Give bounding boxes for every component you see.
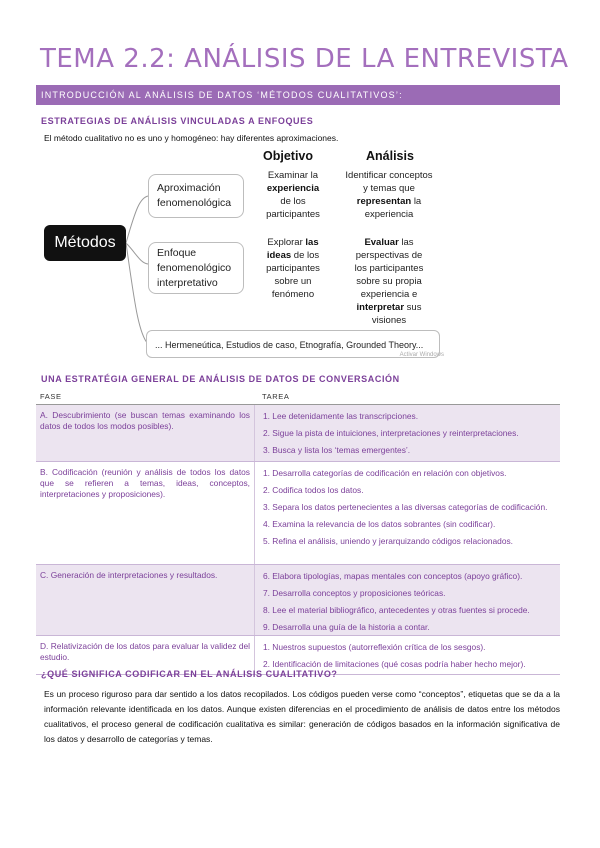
objective-2-line: fenómeno [271,289,315,300]
table-row [36,462,560,565]
methods-root-node: Métodos [44,225,126,261]
analysis-2-line: las [401,237,414,248]
branch-other-methods: ... Hermeneútica, Estudios de caso, Etnografía, Grounded Theory... [146,330,440,358]
objective-2-bold: ideas [266,250,292,261]
objective-2-line: de los [293,250,320,261]
branch-interpretative [148,242,244,294]
page-title: TEMA 2.2: ANÁLISIS DE LA ENTREVISTA [40,44,569,74]
branch-interpretative-line3: interpretativo [157,277,218,289]
methods-diagram [40,148,450,360]
objective-2-line: Explorar [267,237,303,248]
task-cell [255,565,560,635]
branch-interpretative-line1: Enfoque [157,247,197,259]
table-header [36,390,560,405]
table-row [36,405,560,462]
branch-phenomenological [148,174,244,218]
task-item: 1. Desarrolla categorías de codificación en relación con objetivos. [263,468,507,478]
phase-cell: D. Relativización de los datos para evaluar la validez del estudio. [36,636,255,674]
section-heading-strategies: ESTRATEGIAS DE ANÁLISIS VINCULADAS A ENFOQUES [41,116,314,126]
analysis-2-line: visiones [371,315,407,326]
analysis-2-bold: Evaluar [364,237,399,248]
objective-2-line: participantes [266,263,320,274]
analysis-2-line: experiencia e [360,289,418,300]
task-item: 2. Codifica todos los datos. [263,485,364,495]
task-item: 1. Lee detenidamente las transcripciones. [263,411,419,421]
task-item: 2. Identificación de limitaciones (qué cosas podría haber hecho mejor). [263,659,526,669]
analysis-2-line: los participantes [354,263,424,274]
objective-1-bold: experiencia [266,183,320,194]
analysis-1-line: y temas que [363,183,415,194]
intro-text: El método cualitativo no es uno y homogéneo: hay diferentes aproximaciones. [44,133,339,143]
analysis-1-line: experiencia [364,209,414,220]
task-item: 3. Separa los datos pertenecientes a las diversas categorías de codificación. [263,502,548,512]
column-header-analisis: Análisis [366,149,414,163]
task-item: 4. Examina la relevancia de los datos sobrantes (sin codificar). [263,519,496,529]
analysis-1-line: la [413,196,422,207]
intro-section-bar: INTRODUCCIÓN AL ANÁLISIS DE DATOS ‘MÉTODOS CUALITATIVOS’: [36,85,560,105]
task-item: 8. Lee el material bibliográfico, antecedentes y otras fuentes si procede. [263,605,530,615]
task-item: 2. Sigue la pista de intuiciones, interpretaciones y reinterpretaciones. [263,428,519,438]
coding-paragraph: Es un proceso riguroso para dar sentido a los datos recopilados. Los códigos pueden verse como “conceptos”, etiquetas que se da a la información relevante identificada en los datos. Aunque existen diferencias en el procedimiento de análisis de datos entre los métodos cualitativos, el proceso general de codificación cualitativa es similar: generación de códigos basados en la información significativa de los datos y desarrollo de categorías y temas. [44,689,560,744]
branch-phenomenological-line2: fenomenológica [157,197,232,209]
analysis-2-bold: interpretar [356,302,405,313]
objective-2 [253,236,333,301]
column-header-objetivo: Objetivo [263,149,314,163]
task-item: 7. Desarrolla conceptos y proposiciones teóricas. [263,588,446,598]
phase-cell: A. Descubrimiento (se buscan temas examinando los datos de todos los modos posibles). [36,405,255,461]
activate-windows-watermark: Activar Windows [399,352,444,358]
phase-cell: C. Generación de interpretaciones y resultados. [36,565,255,635]
objective-1 [253,169,333,221]
task-cell [255,405,560,461]
analysis-1-bold: representan [356,196,412,207]
task-item: 9. Desarrolla una guía de la historia a contar. [263,622,430,632]
analysis-1 [336,169,442,221]
analysis-1-line: Identificar conceptos [345,170,433,181]
analysis-2-line: sobre su propia [356,276,422,287]
task-item: 5. Refina el análisis, uniendo y jerarquizando códigos relacionados. [263,536,514,546]
table-row [36,565,560,636]
task-item: 6. Elabora tipologías, mapas mentales con conceptos (apoyo gráfico). [263,571,523,581]
objective-2-bold: las [305,237,319,248]
objective-1-line: de los [280,196,306,207]
branch-interpretative-line2: fenomenológico [157,262,232,274]
phase-cell: B. Codificación (reunión y análisis de todos los datos que se refieren a temas, ideas, conceptos, interpretaciones y proposiciones). [36,462,255,564]
analysis-2-line: sus [406,302,422,313]
branch-phenomenological-line1: Aproximación [157,182,221,194]
objective-1-line: Examinar la [267,170,319,181]
task-item: 1. Nuestros supuestos (autorreflexión crítica de los sesgos). [263,642,486,652]
analysis-strategy-table [36,390,560,675]
task-item: 3. Busca y lista los ‘temas emergentes’. [263,445,411,455]
task-cell [255,462,560,564]
objective-1-line: participantes [266,209,320,220]
section-heading-strategy: UNA ESTRATÉGIA GENERAL DE ANÁLISIS DE DATOS DE CONVERSACIÓN [41,374,400,384]
header-fase: FASE [40,392,62,401]
objective-2-line: sobre un [274,276,312,287]
section-heading-coding: ¿QUÉ SIGNIFICA CODIFICAR EN EL ANÁLISIS CUALITATIVO? [41,669,338,679]
analysis-2-line: perspectivas de [355,250,423,261]
analysis-2 [336,236,442,327]
header-tarea: TAREA [262,392,290,401]
